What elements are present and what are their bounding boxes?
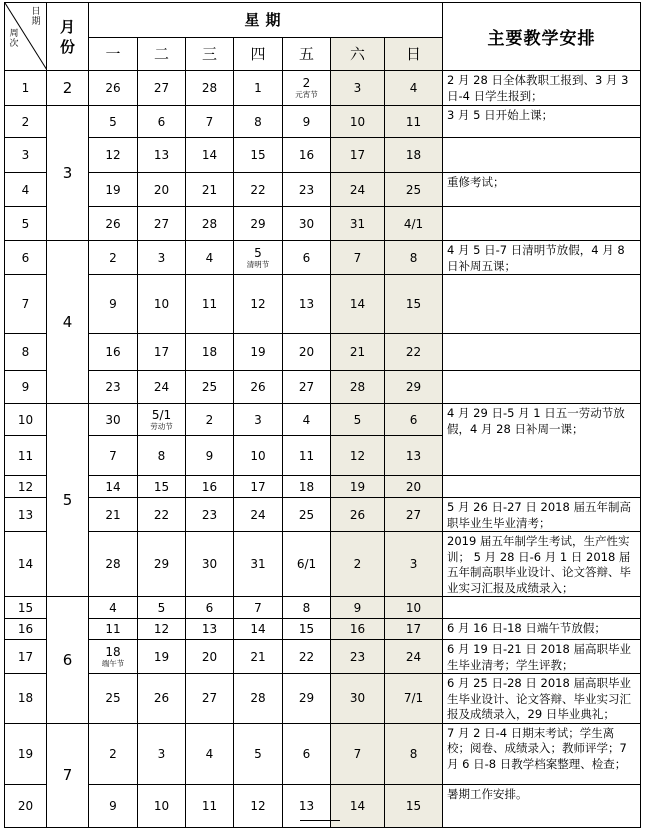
festival-label: 清明节 — [246, 259, 270, 269]
date-cell: 25 — [385, 173, 443, 207]
date-cell: 27 — [138, 71, 186, 106]
date-cell: 25 — [89, 674, 138, 724]
date-cell: 24 — [234, 498, 283, 532]
date-cell: 30 — [283, 207, 331, 241]
date-cell: 16 — [186, 476, 234, 498]
date-cell: 11 — [385, 106, 443, 138]
date-cell: 8 — [385, 241, 443, 275]
date-cell: 22 — [283, 640, 331, 674]
date-cell — [89, 640, 138, 674]
date-cell: 31 — [331, 207, 385, 241]
week-number: 7 — [5, 275, 47, 334]
date-cell: 15 — [283, 619, 331, 640]
date-cell: 28 — [234, 674, 283, 724]
week-number: 5 — [5, 207, 47, 241]
date-cell: 2 — [186, 404, 234, 436]
week-row — [5, 498, 641, 532]
date-cell: 7 — [234, 597, 283, 619]
week-number: 10 — [5, 404, 47, 436]
date-cell: 8 — [283, 597, 331, 619]
date-cell: 12 — [89, 138, 138, 173]
date-cell: 14 — [186, 138, 234, 173]
date-cell: 6 — [138, 106, 186, 138]
week-number: 18 — [5, 674, 47, 724]
date-cell: 9 — [331, 597, 385, 619]
date-cell: 14 — [234, 619, 283, 640]
week-number: 8 — [5, 334, 47, 371]
date-cell: 13 — [283, 275, 331, 334]
date-cell: 31 — [234, 532, 283, 597]
date-cell: 3 — [331, 71, 385, 106]
date-cell: 2 — [331, 532, 385, 597]
week-number: 4 — [5, 173, 47, 207]
date-cell: 12 — [234, 275, 283, 334]
date-cell: 21 — [186, 173, 234, 207]
date-cell: 26 — [234, 371, 283, 404]
date-cell: 5 — [234, 723, 283, 784]
date-cell: 13 — [186, 619, 234, 640]
date-cell: 18 — [385, 138, 443, 173]
date-cell: 28 — [186, 71, 234, 106]
date-cell: 11 — [89, 619, 138, 640]
date-number: 18 — [105, 644, 121, 659]
month-cell: 6 — [47, 597, 89, 724]
corner-date-label: 日期 — [31, 7, 41, 27]
date-cell: 26 — [138, 674, 186, 724]
date-cell: 10 — [385, 597, 443, 619]
week-row — [5, 173, 641, 207]
date-cell: 26 — [331, 498, 385, 532]
date-cell: 20 — [186, 640, 234, 674]
week-row — [5, 674, 641, 724]
week-row — [5, 404, 641, 436]
date-cell: 27 — [138, 207, 186, 241]
date-cell: 8 — [385, 723, 443, 784]
date-cell: 6 — [283, 723, 331, 784]
date-cell: 13 — [385, 436, 443, 476]
date-cell: 27 — [385, 498, 443, 532]
schedule-remark — [443, 334, 641, 371]
schedule-remark: 暑期工作安排。 — [443, 784, 641, 827]
schedule-remark: 3 月 5 日开始上课； — [443, 106, 641, 138]
date-cell: 14 — [331, 784, 385, 827]
date-cell — [138, 404, 186, 436]
weekday-header-4: 四 — [234, 37, 283, 71]
date-cell: 11 — [186, 275, 234, 334]
date-cell: 29 — [234, 207, 283, 241]
date-cell: 16 — [283, 138, 331, 173]
date-cell: 26 — [89, 71, 138, 106]
schedule-remark: 2 月 28 日全体教职工报到、3 月 3 日-4 日学生报到； — [443, 71, 641, 106]
date-cell: 30 — [331, 674, 385, 724]
date-cell: 1 — [234, 71, 283, 106]
weekday-header-3: 三 — [186, 37, 234, 71]
date-cell: 19 — [138, 640, 186, 674]
week-row — [5, 619, 641, 640]
date-cell: 28 — [186, 207, 234, 241]
schedule-remark: 5 月 26 日-27 日 2018 届五年制高职毕业生毕业清考； — [443, 498, 641, 532]
date-cell: 22 — [385, 334, 443, 371]
date-cell: 23 — [89, 371, 138, 404]
date-cell: 9 — [186, 436, 234, 476]
month-cell: 5 — [47, 404, 89, 597]
date-cell: 20 — [283, 334, 331, 371]
date-cell: 27 — [283, 371, 331, 404]
date-cell — [234, 241, 283, 275]
weekday-header-2: 二 — [138, 37, 186, 71]
month-cell: 4 — [47, 241, 89, 404]
date-cell: 4 — [186, 241, 234, 275]
date-cell: 26 — [89, 207, 138, 241]
date-cell: 24 — [385, 640, 443, 674]
date-cell: 3 — [234, 404, 283, 436]
schedule-remark — [443, 207, 641, 241]
schedule-remark — [443, 476, 641, 498]
date-cell: 21 — [89, 498, 138, 532]
date-cell: 19 — [331, 476, 385, 498]
week-number: 1 — [5, 71, 47, 106]
date-cell: 20 — [385, 476, 443, 498]
date-cell: 15 — [385, 784, 443, 827]
date-cell: 15 — [234, 138, 283, 173]
date-cell: 12 — [234, 784, 283, 827]
schedule-remark: 6 月 16 日-18 日端午节放假； — [443, 619, 641, 640]
date-cell: 19 — [234, 334, 283, 371]
date-cell: 8 — [138, 436, 186, 476]
date-cell: 27 — [186, 674, 234, 724]
schedule-remark — [443, 275, 641, 334]
week-number: 12 — [5, 476, 47, 498]
date-cell: 5 — [138, 597, 186, 619]
date-cell: 24 — [331, 173, 385, 207]
week-number: 13 — [5, 498, 47, 532]
date-cell: 10 — [138, 784, 186, 827]
festival-label: 端午节 — [101, 658, 125, 668]
week-row — [5, 138, 641, 173]
date-cell: 6 — [186, 597, 234, 619]
week-number: 20 — [5, 784, 47, 827]
date-cell: 4 — [89, 597, 138, 619]
date-cell: 17 — [234, 476, 283, 498]
date-cell: 25 — [186, 371, 234, 404]
date-cell: 7 — [331, 723, 385, 784]
date-cell: 23 — [186, 498, 234, 532]
date-cell: 29 — [283, 674, 331, 724]
date-cell: 4 — [283, 404, 331, 436]
week-row — [5, 71, 641, 106]
date-cell: 15 — [138, 476, 186, 498]
date-cell: 18 — [186, 334, 234, 371]
week-row — [5, 597, 641, 619]
calendar-body — [5, 71, 641, 828]
date-cell: 3 — [385, 532, 443, 597]
date-cell: 9 — [89, 275, 138, 334]
date-cell: 14 — [89, 476, 138, 498]
date-cell: 5 — [89, 106, 138, 138]
week-row — [5, 532, 641, 597]
month-cell: 2 — [47, 71, 89, 106]
date-cell: 7/1 — [385, 674, 443, 724]
date-cell: 7 — [186, 106, 234, 138]
date-cell: 3 — [138, 723, 186, 784]
date-cell: 10 — [331, 106, 385, 138]
week-number: 3 — [5, 138, 47, 173]
footer-rule — [300, 820, 340, 821]
date-cell: 11 — [186, 784, 234, 827]
week-row — [5, 275, 641, 334]
schedule-remark: 4 月 29 日-5 月 1 日五一劳动节放假，4 月 28 日补周一课； — [443, 404, 641, 476]
date-cell: 11 — [283, 436, 331, 476]
date-cell: 9 — [283, 106, 331, 138]
date-cell: 19 — [89, 173, 138, 207]
date-cell: 16 — [331, 619, 385, 640]
date-cell: 12 — [138, 619, 186, 640]
corner-week-label: 周次 — [9, 29, 19, 49]
week-number: 11 — [5, 436, 47, 476]
date-cell: 14 — [331, 275, 385, 334]
corner-cell — [5, 3, 47, 71]
date-cell: 2 — [89, 241, 138, 275]
date-cell: 23 — [283, 173, 331, 207]
week-number: 9 — [5, 371, 47, 404]
week-row — [5, 371, 641, 404]
date-cell: 29 — [138, 532, 186, 597]
schedule-remark: 7 月 2 日-4 日期末考试；学生离校；阅卷、成绩录入；教师评学；7 月 6 日-8 日教学档案整理、检查； — [443, 723, 641, 784]
date-cell: 8 — [234, 106, 283, 138]
date-cell: 4 — [385, 71, 443, 106]
week-row — [5, 241, 641, 275]
date-cell: 6/1 — [283, 532, 331, 597]
schedule-remark: 2019 届五年制学生考试，生产性实训； 5 月 28 日-6 月 1 日 2018 届五年制高职毕业设计、论文答辩、毕业实习汇报及成绩录入； — [443, 532, 641, 597]
week-row — [5, 207, 641, 241]
week-row — [5, 334, 641, 371]
date-cell: 5 — [331, 404, 385, 436]
week-number: 17 — [5, 640, 47, 674]
date-cell: 28 — [331, 371, 385, 404]
date-number: 5/1 — [151, 407, 172, 422]
schedule-remark: 6 月 19 日-21 日 2018 届高职毕业生毕业清考；学生评教； — [443, 640, 641, 674]
schedule-remark: 6 月 25 日-28 日 2018 届高职毕业生毕业设计、论文答辩、毕业实习汇报及成绩录入，29 日毕业典礼； — [443, 674, 641, 724]
date-cell: 21 — [331, 334, 385, 371]
date-cell: 20 — [138, 173, 186, 207]
schedule-remark: 重修考试； — [443, 173, 641, 207]
week-number: 16 — [5, 619, 47, 640]
remarks-header: 主要教学安排 — [443, 3, 641, 71]
date-cell: 30 — [89, 404, 138, 436]
week-number: 14 — [5, 532, 47, 597]
date-cell: 22 — [234, 173, 283, 207]
schedule-remark — [443, 138, 641, 173]
week-row — [5, 640, 641, 674]
date-cell: 17 — [331, 138, 385, 173]
week-row — [5, 723, 641, 784]
week-number: 19 — [5, 723, 47, 784]
date-cell: 4/1 — [385, 207, 443, 241]
weekday-group-header: 星期 — [89, 3, 443, 38]
date-number: 5 — [254, 245, 262, 260]
week-number: 6 — [5, 241, 47, 275]
date-cell: 23 — [331, 640, 385, 674]
schedule-remark — [443, 371, 641, 404]
date-cell: 18 — [283, 476, 331, 498]
month-cell: 3 — [47, 106, 89, 241]
date-cell: 2 — [89, 723, 138, 784]
teaching-calendar-table — [4, 2, 641, 828]
date-cell: 9 — [89, 784, 138, 827]
date-cell: 17 — [385, 619, 443, 640]
date-cell: 16 — [89, 334, 138, 371]
date-cell: 17 — [138, 334, 186, 371]
weekday-header-5: 五 — [283, 37, 331, 71]
date-cell: 25 — [283, 498, 331, 532]
date-cell: 10 — [138, 275, 186, 334]
schedule-remark: 4 月 5 日-7 日清明节放假，4 月 8 日补周五课； — [443, 241, 641, 275]
date-cell: 7 — [331, 241, 385, 275]
week-number: 2 — [5, 106, 47, 138]
schedule-remark — [443, 597, 641, 619]
date-cell: 13 — [283, 784, 331, 827]
date-cell: 24 — [138, 371, 186, 404]
weekday-header-7: 日 — [385, 37, 443, 71]
weekday-header-6: 六 — [331, 37, 385, 71]
date-cell: 6 — [283, 241, 331, 275]
date-cell: 22 — [138, 498, 186, 532]
week-number: 15 — [5, 597, 47, 619]
date-cell: 4 — [186, 723, 234, 784]
date-cell: 13 — [138, 138, 186, 173]
date-cell: 30 — [186, 532, 234, 597]
date-number: 2 — [302, 76, 311, 90]
date-cell: 28 — [89, 532, 138, 597]
weekday-header-1: 一 — [89, 37, 138, 71]
month-cell: 7 — [47, 723, 89, 827]
week-row — [5, 106, 641, 138]
month-header: 月份 — [47, 3, 89, 71]
date-cell: 3 — [138, 241, 186, 275]
date-cell: 21 — [234, 640, 283, 674]
date-cell: 6 — [385, 404, 443, 436]
week-row — [5, 476, 641, 498]
date-cell: 7 — [89, 436, 138, 476]
festival-label: 元宵节 — [295, 90, 318, 99]
date-cell: 15 — [385, 275, 443, 334]
date-cell: 12 — [331, 436, 385, 476]
festival-label: 劳动节 — [150, 421, 173, 431]
date-cell: 29 — [385, 371, 443, 404]
date-cell — [283, 71, 331, 106]
date-cell: 10 — [234, 436, 283, 476]
